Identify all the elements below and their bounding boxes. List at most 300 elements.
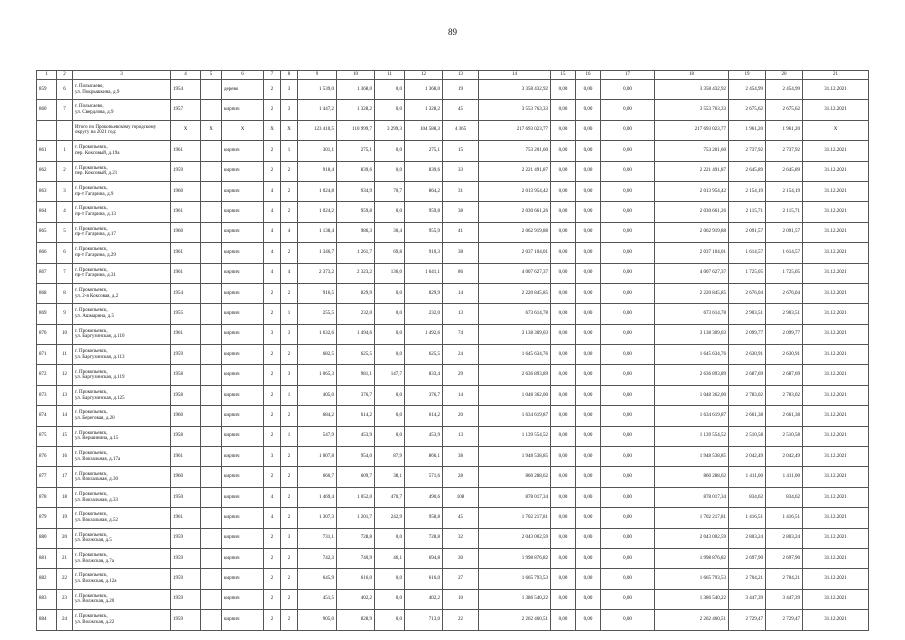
year-cell: 1959: [171, 589, 201, 609]
value-cell: 616,0: [337, 569, 375, 589]
table-row: [37, 569, 869, 589]
address-street: пер. Коксовый, д.19а: [75, 150, 120, 156]
entrances-cell: 2: [281, 406, 298, 426]
value-cell: 660,7: [298, 467, 337, 487]
wall-material-cell: кирпич: [222, 569, 264, 589]
floors-cell: 2: [264, 161, 281, 181]
table-row: [37, 202, 869, 222]
year-cell: 1958: [171, 426, 201, 446]
deadline-cell: 31.12.2021: [803, 406, 869, 426]
row-local-number: 2: [57, 161, 73, 181]
column-header: 8: [281, 71, 298, 80]
row-local-number: 18: [57, 487, 73, 507]
value-cell: 2 803,24: [729, 528, 766, 548]
value-cell: 0,00: [551, 487, 576, 507]
table-row: [37, 487, 869, 507]
row-local-number: 6: [57, 80, 73, 100]
value-cell: 0,00: [576, 426, 601, 446]
value-cell: 2 154,19: [766, 181, 803, 201]
total-x-cell: X: [222, 120, 264, 140]
value-cell: 0,00: [551, 324, 576, 344]
value-cell: 1 702 217,81: [655, 508, 729, 528]
value-cell: 3 138 309,03: [655, 324, 729, 344]
value-cell: 2 323,2: [337, 263, 375, 283]
value-cell: 0,00: [576, 141, 601, 161]
address-city: г. Прокопьевск,: [75, 614, 108, 620]
value-cell: 2 704,21: [766, 569, 803, 589]
row-number: 870: [37, 324, 57, 344]
value-cell: 1 024,8: [298, 181, 337, 201]
wall-material-cell: кирпич: [222, 161, 264, 181]
deadline-cell: 31.12.2021: [803, 161, 869, 181]
row-local-number: 8: [57, 283, 73, 303]
value-cell: 828,9: [337, 610, 375, 630]
cell: [201, 100, 222, 120]
wall-material-cell: кирпич: [222, 304, 264, 324]
total-label: Итого по Прокопьевскому городскому округу на 2021 год:: [73, 120, 171, 140]
value-cell: 13: [443, 304, 479, 324]
value-cell: 0,00: [576, 365, 601, 385]
year-cell: 1957: [171, 100, 201, 120]
year-cell: 1960: [171, 181, 201, 201]
address-cell: [73, 365, 171, 385]
value-cell: 0,00: [601, 426, 655, 446]
value-cell: 2 676,04: [729, 283, 766, 303]
value-cell: 2 037 104,01: [479, 243, 551, 263]
wall-material-cell: кирпич: [222, 202, 264, 222]
address-street: пр-т Гагарина, д.13: [75, 212, 116, 218]
row-local-number: 12: [57, 365, 73, 385]
address-street: пр-т Гагарина, д.31: [75, 273, 116, 279]
entrances-cell: 3: [281, 80, 298, 100]
year-cell: 1960: [171, 467, 201, 487]
cell: [201, 610, 222, 630]
table-row: [37, 161, 869, 181]
value-cell: 2 675,62: [766, 100, 803, 120]
value-cell: 0,00: [576, 467, 601, 487]
value-cell: 609,7: [337, 467, 375, 487]
row-number: 872: [37, 365, 57, 385]
value-cell: 14: [443, 385, 479, 405]
column-header: 10: [337, 71, 375, 80]
column-header: 20: [766, 71, 803, 80]
year-cell: 1961: [171, 263, 201, 283]
value-cell: 0,0: [375, 100, 405, 120]
value-cell: 2 645,89: [729, 161, 766, 181]
value-cell: 1 416,51: [766, 508, 803, 528]
value-cell: 2 154,19: [729, 181, 766, 201]
row-local-number: 21: [57, 548, 73, 568]
value-cell: 0,00: [551, 283, 576, 303]
table-row: [37, 283, 869, 303]
value-cell: 28: [443, 467, 479, 487]
address-city: г. Прокопьевск,: [75, 512, 108, 518]
value-cell: 0,00: [551, 304, 576, 324]
row-number: 867: [37, 263, 57, 283]
wall-material-cell: кирпич: [222, 324, 264, 344]
row-local-number: 15: [57, 426, 73, 446]
deadline-cell: 31.12.2021: [803, 263, 869, 283]
cell: [201, 161, 222, 181]
column-header: 4: [171, 71, 201, 80]
address-cell: [73, 304, 171, 324]
floors-cell: 4: [264, 263, 281, 283]
year-cell: 1961: [171, 324, 201, 344]
year-cell: 1961: [171, 447, 201, 467]
column-header: 13: [443, 71, 479, 80]
value-cell: 2 510,58: [766, 426, 803, 446]
value-cell: 2 454,99: [729, 80, 766, 100]
address-cell: [73, 487, 171, 507]
value-cell: 833,4: [405, 365, 443, 385]
value-cell: 625,5: [337, 345, 375, 365]
row-number: 869: [37, 304, 57, 324]
value-cell: 0,00: [576, 263, 601, 283]
row-local-number: 13: [57, 385, 73, 405]
value-cell: 0,00: [576, 283, 601, 303]
value-cell: 0,00: [551, 345, 576, 365]
total-value-cell: 104 588,3: [405, 120, 443, 140]
value-cell: 0,00: [576, 569, 601, 589]
deadline-cell: 31.12.2021: [803, 222, 869, 242]
row-local-number: 17: [57, 467, 73, 487]
year-cell: 1960: [171, 406, 201, 426]
floors-cell: 4: [264, 222, 281, 242]
value-cell: 959,8: [405, 202, 443, 222]
cell: [201, 569, 222, 589]
address-cell: [73, 548, 171, 568]
address-city: г. Прокопьевск,: [75, 206, 108, 212]
value-cell: 2 645,89: [766, 161, 803, 181]
floors-cell: 2: [264, 365, 281, 385]
address-city: г. Прокопьевск,: [75, 247, 108, 253]
value-cell: 2 636 893,89: [655, 365, 729, 385]
value-cell: 2 729,47: [766, 610, 803, 630]
wall-material-cell: кирпич: [222, 181, 264, 201]
row-local-number: 24: [57, 610, 73, 630]
total-x-cell: X: [803, 120, 869, 140]
value-cell: 0,00: [551, 528, 576, 548]
deadline-cell: 31.12.2021: [803, 243, 869, 263]
floors-cell: 2: [264, 467, 281, 487]
entrances-cell: 2: [281, 569, 298, 589]
value-cell: 0,00: [576, 548, 601, 568]
value-cell: 834,62: [766, 487, 803, 507]
deadline-cell: 31.12.2021: [803, 283, 869, 303]
value-cell: 0,00: [576, 304, 601, 324]
value-cell: 834,62: [729, 487, 766, 507]
address-city: г. Прокопьевск,: [75, 593, 108, 599]
value-cell: 1 201,7: [337, 508, 375, 528]
floors-cell: 2: [264, 548, 281, 568]
value-cell: 829,9: [405, 283, 443, 303]
total-row: [37, 120, 869, 140]
value-cell: 376,7: [337, 385, 375, 405]
total-value-cell: 4 365: [443, 120, 479, 140]
row-number: 862: [37, 161, 57, 181]
value-cell: 1 614,57: [729, 243, 766, 263]
value-cell: 1 139 554,52: [479, 426, 551, 446]
value-cell: 0,00: [551, 569, 576, 589]
value-cell: 753 201,60: [479, 141, 551, 161]
year-cell: 1955: [171, 304, 201, 324]
value-cell: 864,2: [405, 181, 443, 201]
value-cell: 3 358 432,92: [655, 80, 729, 100]
total-value-cell: 3 299,3: [375, 120, 405, 140]
floors-cell: 2: [264, 385, 281, 405]
value-cell: 866,1: [405, 447, 443, 467]
value-cell: 2 013 954,42: [479, 181, 551, 201]
value-cell: 1 052,0: [337, 487, 375, 507]
value-cell: 571,6: [405, 467, 443, 487]
value-cell: 1 024,2: [298, 202, 337, 222]
value-cell: 2 454,99: [766, 80, 803, 100]
row-number: 879: [37, 508, 57, 528]
address-cell: [73, 447, 171, 467]
address-street: ул. Волжская, д.12а: [75, 579, 117, 585]
value-cell: 2 115,71: [729, 202, 766, 222]
total-x-cell: X: [264, 120, 281, 140]
value-cell: 0,00: [551, 80, 576, 100]
value-cell: 30: [443, 548, 479, 568]
row-number: 863: [37, 181, 57, 201]
value-cell: 0,0: [375, 385, 405, 405]
value-cell: 0,0: [375, 324, 405, 344]
floors-cell: 2: [264, 426, 281, 446]
column-header: 1: [37, 71, 57, 80]
row-local-number: 11: [57, 345, 73, 365]
value-cell: 451,5: [298, 589, 337, 609]
value-cell: 0,00: [601, 447, 655, 467]
value-cell: 959,8: [337, 202, 375, 222]
column-header: 14: [479, 71, 551, 80]
address-street: ул. Вокзальная, д.17а: [75, 456, 121, 462]
address-cell: [73, 222, 171, 242]
address-cell: [73, 181, 171, 201]
value-cell: 0,00: [551, 181, 576, 201]
value-cell: 2 042,49: [766, 447, 803, 467]
value-cell: 1 411,00: [729, 467, 766, 487]
entrances-cell: 2: [281, 548, 298, 568]
row-number: 865: [37, 222, 57, 242]
value-cell: 301,1: [298, 141, 337, 161]
address-cell: [73, 80, 171, 100]
value-cell: 1 307,3: [298, 508, 337, 528]
value-cell: 38,1: [375, 467, 405, 487]
value-cell: 954,0: [337, 447, 375, 467]
value-cell: 4 007 627,37: [655, 263, 729, 283]
value-cell: 0,00: [601, 100, 655, 120]
value-cell: 31: [443, 181, 479, 201]
value-cell: 0,00: [576, 406, 601, 426]
deadline-cell: 31.12.2021: [803, 569, 869, 589]
value-cell: 905,0: [298, 610, 337, 630]
table-row: [37, 243, 869, 263]
address-street: пр-т Гагарина, д.17: [75, 232, 116, 238]
wall-material-cell: кирпич: [222, 548, 264, 568]
deadline-cell: 31.12.2021: [803, 385, 869, 405]
deadline-cell: 31.12.2021: [803, 181, 869, 201]
value-cell: 1 386 540,22: [479, 589, 551, 609]
year-cell: 1954: [171, 80, 201, 100]
value-cell: 1 634 619,87: [655, 406, 729, 426]
address-street: ул. Волжская, д.5: [75, 538, 112, 544]
value-cell: 33: [443, 161, 479, 181]
value-cell: 0,00: [576, 80, 601, 100]
table-row: [37, 100, 869, 120]
value-cell: 2 687,69: [766, 365, 803, 385]
deadline-cell: 31.12.2021: [803, 447, 869, 467]
value-cell: 2 903,51: [729, 304, 766, 324]
row-local-number: 7: [57, 263, 73, 283]
value-cell: 0,00: [601, 161, 655, 181]
wall-material-cell: кирпич: [222, 283, 264, 303]
value-cell: 0,0: [375, 202, 405, 222]
value-cell: 3 447,39: [729, 589, 766, 609]
cell: [201, 365, 222, 385]
wall-material-cell: кирпич: [222, 345, 264, 365]
total-value-cell: 217 693 023,77: [655, 120, 729, 140]
column-header: 6: [222, 71, 264, 80]
value-cell: 0,00: [601, 283, 655, 303]
wall-material-cell: кирпич: [222, 406, 264, 426]
value-cell: 1 328,2: [337, 100, 375, 120]
year-cell: 1961: [171, 508, 201, 528]
table-row: [37, 589, 869, 609]
value-cell: 2 043 002,59: [655, 528, 729, 548]
year-cell: 1961: [171, 243, 201, 263]
row-local-number: 14: [57, 406, 73, 426]
cell: [201, 202, 222, 222]
value-cell: 1 368,0: [337, 80, 375, 100]
entrances-cell: 2: [281, 283, 298, 303]
deadline-cell: 31.12.2021: [803, 508, 869, 528]
row-number: 864: [37, 202, 57, 222]
table-row: [37, 304, 869, 324]
value-cell: 0,0: [375, 80, 405, 100]
value-cell: 41: [443, 222, 479, 242]
value-cell: 2 630,91: [729, 345, 766, 365]
cell: [201, 508, 222, 528]
floors-cell: 4: [264, 181, 281, 201]
row-local-number: 1: [57, 141, 73, 161]
deadline-cell: 31.12.2021: [803, 365, 869, 385]
value-cell: 1 539,0: [298, 80, 337, 100]
table-row: [37, 610, 869, 630]
table-row: [37, 80, 869, 100]
address-city: г. Прокопьевск,: [75, 389, 108, 395]
floors-cell: 2: [264, 100, 281, 120]
value-cell: 2 115,71: [766, 202, 803, 222]
entrances-cell: 2: [281, 161, 298, 181]
value-cell: 1 632,6: [298, 324, 337, 344]
value-cell: 1 641,1: [405, 263, 443, 283]
address-city: г. Прокопьевск,: [75, 491, 108, 497]
address-street: ул. Свердлова, д.9: [75, 110, 114, 116]
address-city: г. Прокопьевск,: [75, 471, 108, 477]
value-cell: 232,0: [337, 304, 375, 324]
value-cell: 453,9: [337, 426, 375, 446]
value-cell: 673 614,78: [479, 304, 551, 324]
table-row: [37, 324, 869, 344]
table-row: [37, 263, 869, 283]
value-cell: 2 729,47: [729, 610, 766, 630]
floors-cell: 2: [264, 406, 281, 426]
value-cell: 0,00: [551, 141, 576, 161]
value-cell: 2 220 845,85: [655, 283, 729, 303]
entrances-cell: 1: [281, 141, 298, 161]
deadline-cell: 31.12.2021: [803, 345, 869, 365]
floors-cell: 2: [264, 283, 281, 303]
entrances-cell: 4: [281, 263, 298, 283]
deadline-cell: 31.12.2021: [803, 610, 869, 630]
deadline-cell: 31.12.2021: [803, 548, 869, 568]
deadline-cell: 31.12.2021: [803, 80, 869, 100]
value-cell: 86: [443, 263, 479, 283]
total-x-cell: X: [281, 120, 298, 140]
value-cell: 255,5: [298, 304, 337, 324]
value-cell: 0,00: [601, 141, 655, 161]
address-cell: [73, 243, 171, 263]
value-cell: 1 998 876,82: [479, 548, 551, 568]
address-city: г. Прокопьевск,: [75, 165, 108, 171]
entrances-cell: 2: [281, 610, 298, 630]
value-cell: 2 636 893,89: [479, 365, 551, 385]
address-cell: [73, 141, 171, 161]
row-number: 880: [37, 528, 57, 548]
value-cell: 1 665 793,53: [655, 569, 729, 589]
value-cell: 682,5: [298, 345, 337, 365]
wall-material-cell: кирпич: [222, 589, 264, 609]
row-number: 884: [37, 610, 57, 630]
value-cell: 916,5: [298, 283, 337, 303]
value-cell: 1 469,4: [298, 487, 337, 507]
floors-cell: 2: [264, 528, 281, 548]
year-cell: 1950: [171, 487, 201, 507]
row-number: 871: [37, 345, 57, 365]
table-row: [37, 385, 869, 405]
value-cell: 38: [443, 243, 479, 263]
value-cell: 0,0: [375, 141, 405, 161]
address-cell: [73, 528, 171, 548]
value-cell: 0,00: [601, 80, 655, 100]
value-cell: 0,00: [601, 304, 655, 324]
value-cell: 3 553 763,33: [655, 100, 729, 120]
address-street: ул. Баргузинская, д.110: [75, 334, 125, 340]
value-cell: 0,00: [576, 508, 601, 528]
column-header: 19: [729, 71, 766, 80]
row-local-number: 19: [57, 508, 73, 528]
row-number: 859: [37, 80, 57, 100]
value-cell: 0,00: [601, 528, 655, 548]
value-cell: 1 948 538,85: [655, 447, 729, 467]
year-cell: 1958: [171, 385, 201, 405]
value-cell: 1 614,57: [766, 243, 803, 263]
deadline-cell: 31.12.2021: [803, 324, 869, 344]
value-cell: 13: [443, 426, 479, 446]
floors-cell: 4: [264, 487, 281, 507]
table-row: [37, 447, 869, 467]
cell: [201, 548, 222, 568]
wall-material-cell: кирпич: [222, 528, 264, 548]
row-number: 883: [37, 589, 57, 609]
value-cell: 2 661,38: [729, 406, 766, 426]
address-street: ул. Баргузинская, д.119: [75, 375, 125, 381]
address-cell: [73, 263, 171, 283]
column-header: 17: [601, 71, 655, 80]
value-cell: 0,00: [576, 181, 601, 201]
value-cell: 713,0: [405, 610, 443, 630]
